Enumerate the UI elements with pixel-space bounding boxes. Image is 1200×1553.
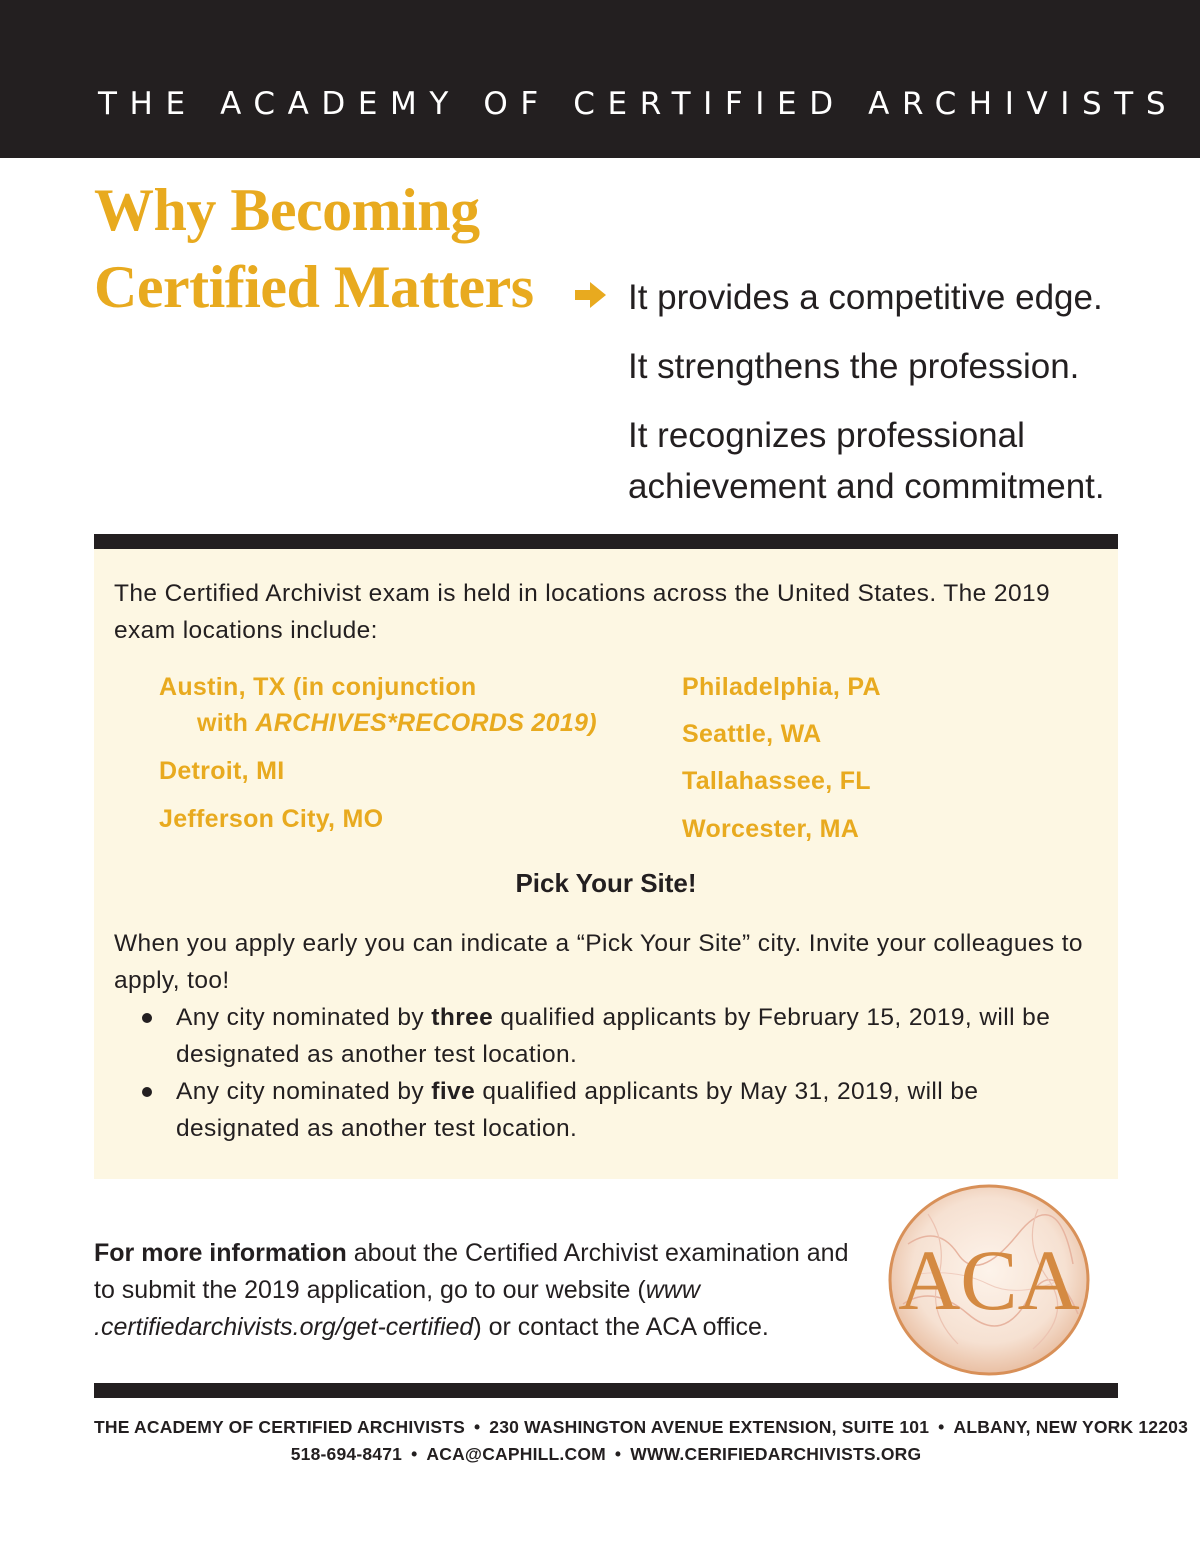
benefits-list: [628, 272, 1148, 530]
location-detroit: Detroit, MI: [159, 757, 285, 785]
footer-phone: 518-694-8471: [290, 1444, 403, 1464]
seal-text: ACA: [898, 1232, 1080, 1328]
arrow-right-icon: [573, 280, 608, 310]
organization-name: THE ACADEMY OF CERTIFIED ARCHIVISTS: [98, 86, 1179, 122]
website-link[interactable]: www .certifiedarchivists.org/get-certified: [94, 1276, 700, 1341]
location-worcester: Worcester, MA: [682, 815, 860, 843]
footer-website[interactable]: WWW.CERIFIEDARCHIVISTS.ORG: [630, 1444, 922, 1464]
more-info-text: For more information about the Certified Archivist examination and to submit the 2019 application, go to our website (www .certifiedarchivists.org/get-certified) or contact the ACA office.: [94, 1239, 849, 1341]
headline: [94, 172, 534, 326]
headline-line-1: Why Becoming: [94, 177, 480, 243]
divider-bottom: [94, 1383, 1118, 1398]
footer-separator: •: [473, 1417, 481, 1437]
footer-separator: •: [411, 1444, 418, 1464]
header-bar: [0, 0, 1200, 158]
location-tallahassee: Tallahassee, FL: [682, 767, 871, 795]
location-jefferson-city: Jefferson City, MO: [159, 805, 384, 833]
footer: [94, 1414, 1189, 1468]
location-austin: Austin, TX (in conjunction with ARCHIVES*RECORDS 2019): [159, 673, 597, 737]
location-philadelphia: Philadelphia, PA: [682, 673, 881, 701]
bullet-icon: [142, 1087, 152, 1097]
benefit-item: It strengthens the profession.: [628, 347, 1080, 386]
location-seattle: Seattle, WA: [682, 720, 822, 748]
footer-separator: •: [938, 1417, 945, 1437]
footer-city: ALBANY, NEW YORK 12203: [953, 1417, 1189, 1437]
aca-seal-logo: [888, 1184, 1090, 1376]
benefit-item: It provides a competitive edge.: [628, 278, 1103, 317]
footer-org: THE ACADEMY OF CERTIFIED ARCHIVISTS: [94, 1417, 465, 1437]
footer-address: 230 WASHINGTON AVENUE EXTENSION, SUITE 101: [489, 1417, 930, 1437]
bullet-icon: [142, 1013, 152, 1023]
footer-separator: •: [614, 1444, 622, 1464]
benefit-item: It recognizes professional achievement and commitment.: [628, 416, 1105, 506]
pick-your-site-body: When you apply early you can indicate a “Pick Your Site” city. Invite your colleagues to apply, too!: [114, 930, 1083, 994]
list-item: Any city nominated by three qualified applicants by February 15, 2019, will be designated as another test location.: [140, 999, 1100, 1073]
pick-your-site-title: Pick Your Site!: [515, 868, 697, 898]
exam-intro-text: The Certified Archivist exam is held in locations across the United States. The 2019 exam locations include:: [114, 580, 1051, 644]
footer-email[interactable]: ACA@CAPHILL.COM: [426, 1444, 606, 1464]
headline-line-2: Certified Matters: [94, 254, 534, 320]
list-item: Any city nominated by five qualified applicants by May 31, 2019, will be designated as another test location.: [140, 1073, 1100, 1147]
nomination-rules-list: [140, 999, 1100, 1147]
divider-top: [94, 534, 1118, 549]
